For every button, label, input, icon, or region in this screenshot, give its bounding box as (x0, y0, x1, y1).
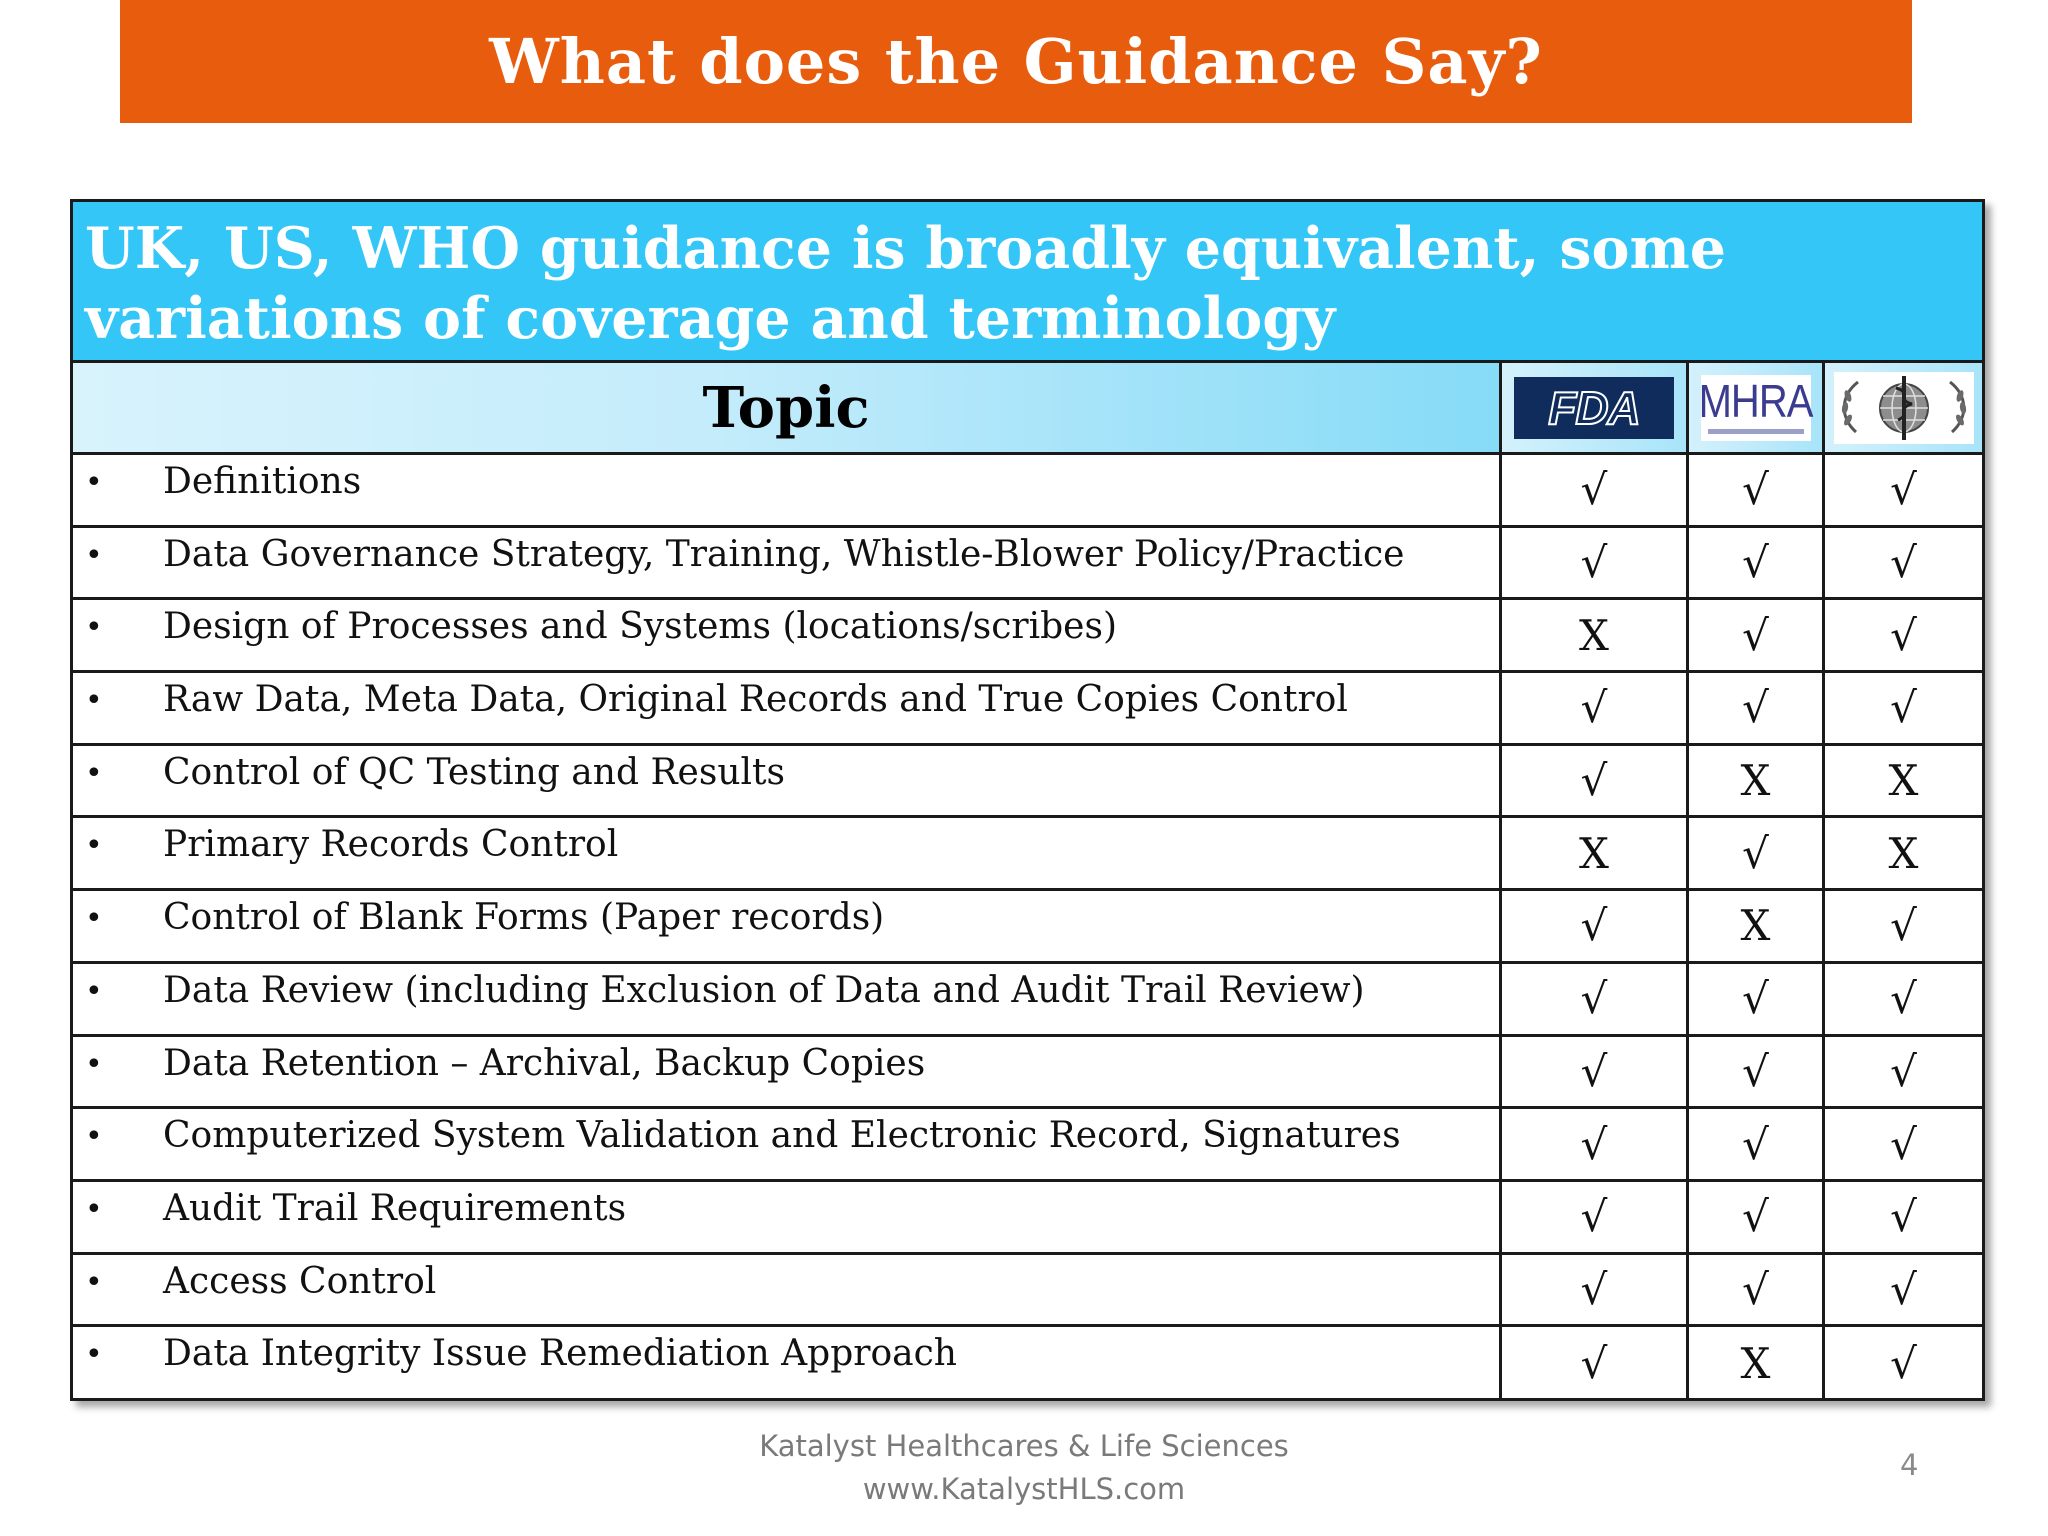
who-mark-cell: √ (1890, 465, 1917, 515)
who-mark-cell: √ (1890, 683, 1917, 733)
table-row (73, 673, 1982, 746)
mhra-logo-text: MHRA (1698, 376, 1813, 428)
topic-text: Design of Processes and Systems (locations/scribes) (163, 606, 1117, 648)
mhra-mark-cell: √ (1689, 1182, 1825, 1252)
bullet-point: • (85, 828, 103, 864)
table-header-row (73, 363, 1982, 455)
table-row (73, 455, 1982, 528)
topic-header-cell (73, 363, 1502, 452)
who-mark-cell: √ (1890, 1339, 1917, 1389)
table-body (73, 455, 1982, 1400)
mhra-mark-cell: √ (1689, 1255, 1825, 1325)
topic-cell (73, 891, 1502, 961)
fda-mark-cell: √ (1502, 1327, 1689, 1400)
who-header-cell (1825, 363, 1982, 452)
topic-cell (73, 1109, 1502, 1179)
bullet-point: • (85, 1264, 103, 1300)
table-row (73, 1327, 1982, 1400)
who-mark-cell: √ (1890, 1046, 1917, 1096)
mhra-mark-cell: X (1689, 1327, 1825, 1400)
who-mark-cell: √ (1890, 974, 1917, 1024)
topic-text: Primary Records Control (163, 824, 619, 866)
who-mark-cell: X (1888, 828, 1919, 878)
topic-cell (73, 1182, 1502, 1252)
fda-mark-cell: X (1502, 818, 1689, 888)
topic-text: Control of QC Testing and Results (163, 751, 785, 793)
mhra-mark-cell: X (1689, 746, 1825, 816)
topic-text: Raw Data, Meta Data, Original Records and True Copies Control (163, 679, 1348, 721)
topic-text: Data Governance Strategy, Training, Whistle-Blower Policy/Practice (163, 533, 1405, 575)
page-number: 4 (1900, 1448, 1919, 1482)
bullet-point: • (85, 1191, 103, 1227)
fda-mark-cell: √ (1502, 1182, 1689, 1252)
bullet-point: • (85, 1337, 103, 1373)
mhra-mark-cell: √ (1689, 673, 1825, 743)
topic-header: Topic (702, 374, 870, 441)
topic-text: Data Review (including Exclusion of Data and Audit Trail Review) (163, 969, 1365, 1011)
mhra-mark-cell: X (1689, 891, 1825, 961)
fda-mark-cell: √ (1502, 746, 1689, 816)
topic-cell (73, 818, 1502, 888)
mhra-header-cell (1689, 363, 1825, 452)
mhra-mark-cell: √ (1689, 600, 1825, 670)
mhra-mark-cell: √ (1689, 1037, 1825, 1107)
topic-text: Definitions (163, 461, 362, 502)
guidance-table (70, 199, 1985, 1401)
fda-mark-cell: √ (1502, 1037, 1689, 1107)
table-row (73, 528, 1982, 601)
table-row (73, 964, 1982, 1037)
fda-header-cell (1502, 363, 1689, 452)
fda-mark-cell: √ (1502, 1255, 1689, 1325)
bullet-point: • (85, 537, 103, 573)
bullet-point: • (85, 465, 103, 500)
topic-cell (73, 528, 1502, 598)
mhra-mark-cell: √ (1689, 1109, 1825, 1179)
mhra-mark-cell: √ (1689, 818, 1825, 888)
table-row (73, 600, 1982, 673)
topic-text: Control of Blank Forms (Paper records) (163, 897, 885, 939)
who-mark-cell: √ (1890, 901, 1917, 951)
fda-mark-cell: √ (1502, 455, 1689, 525)
topic-cell (73, 600, 1502, 670)
table-caption (73, 202, 1982, 363)
slide-title: What does the Guidance Say? (489, 25, 1543, 98)
who-mark-cell: √ (1890, 1192, 1917, 1242)
fda-mark-cell: √ (1502, 891, 1689, 961)
bullet-point: • (85, 755, 103, 791)
fda-mark-cell: X (1502, 600, 1689, 670)
topic-cell (73, 1037, 1502, 1107)
topic-cell (73, 673, 1502, 743)
fda-mark-cell: √ (1502, 528, 1689, 598)
fda-mark-cell: √ (1502, 964, 1689, 1034)
topic-text: Audit Trail Requirements (163, 1187, 627, 1229)
bullet-point: • (85, 973, 103, 1009)
who-emblem-icon (1836, 374, 1972, 442)
table-row (73, 818, 1982, 891)
who-mark-cell: √ (1890, 1119, 1917, 1169)
topic-cell (73, 1327, 1502, 1400)
mhra-mark-cell: √ (1689, 528, 1825, 598)
topic-text: Computerized System Validation and Electronic Record, Signatures (163, 1115, 1401, 1157)
mhra-mark-cell: √ (1689, 455, 1825, 525)
table-row (73, 1182, 1982, 1255)
table-row (73, 1255, 1982, 1328)
who-mark-cell: √ (1890, 538, 1917, 588)
footer-website[interactable]: www.KatalystHLS.com (862, 1472, 1186, 1506)
mhra-logo-subline (1708, 429, 1804, 434)
who-mark-cell: X (1888, 756, 1919, 806)
topic-cell (73, 1255, 1502, 1325)
fda-mark-cell: √ (1502, 673, 1689, 743)
bullet-point: • (85, 610, 103, 646)
topic-cell (73, 964, 1502, 1034)
bullet-point: • (85, 1119, 103, 1155)
table-row (73, 1037, 1982, 1110)
fda-logo (1514, 377, 1674, 439)
bullet-point: • (85, 683, 103, 719)
table-row (73, 1109, 1982, 1182)
caption-line-2: variations of coverage and terminology (85, 285, 1336, 352)
who-logo (1834, 372, 1974, 444)
fda-logo-text: FDA (1548, 381, 1640, 434)
table-row (73, 746, 1982, 819)
bullet-point: • (85, 901, 103, 937)
who-mark-cell: √ (1890, 610, 1917, 660)
topic-cell (73, 746, 1502, 816)
mhra-mark-cell: √ (1689, 964, 1825, 1034)
footer-company: Katalyst Healthcares & Life Sciences (759, 1429, 1289, 1463)
who-mark-cell: √ (1890, 1264, 1917, 1314)
fda-mark-cell: √ (1502, 1109, 1689, 1179)
topic-text: Access Control (163, 1260, 437, 1302)
topic-cell (73, 455, 1502, 525)
title-bar (120, 0, 1912, 123)
caption-line-1: UK, US, WHO guidance is broadly equivalent, some (85, 215, 1727, 282)
topic-text: Data Retention – Archival, Backup Copies (163, 1042, 926, 1084)
table-row (73, 891, 1982, 964)
bullet-point: • (85, 1046, 103, 1082)
topic-text: Data Integrity Issue Remediation Approach (163, 1333, 957, 1375)
mhra-logo (1698, 375, 1813, 441)
